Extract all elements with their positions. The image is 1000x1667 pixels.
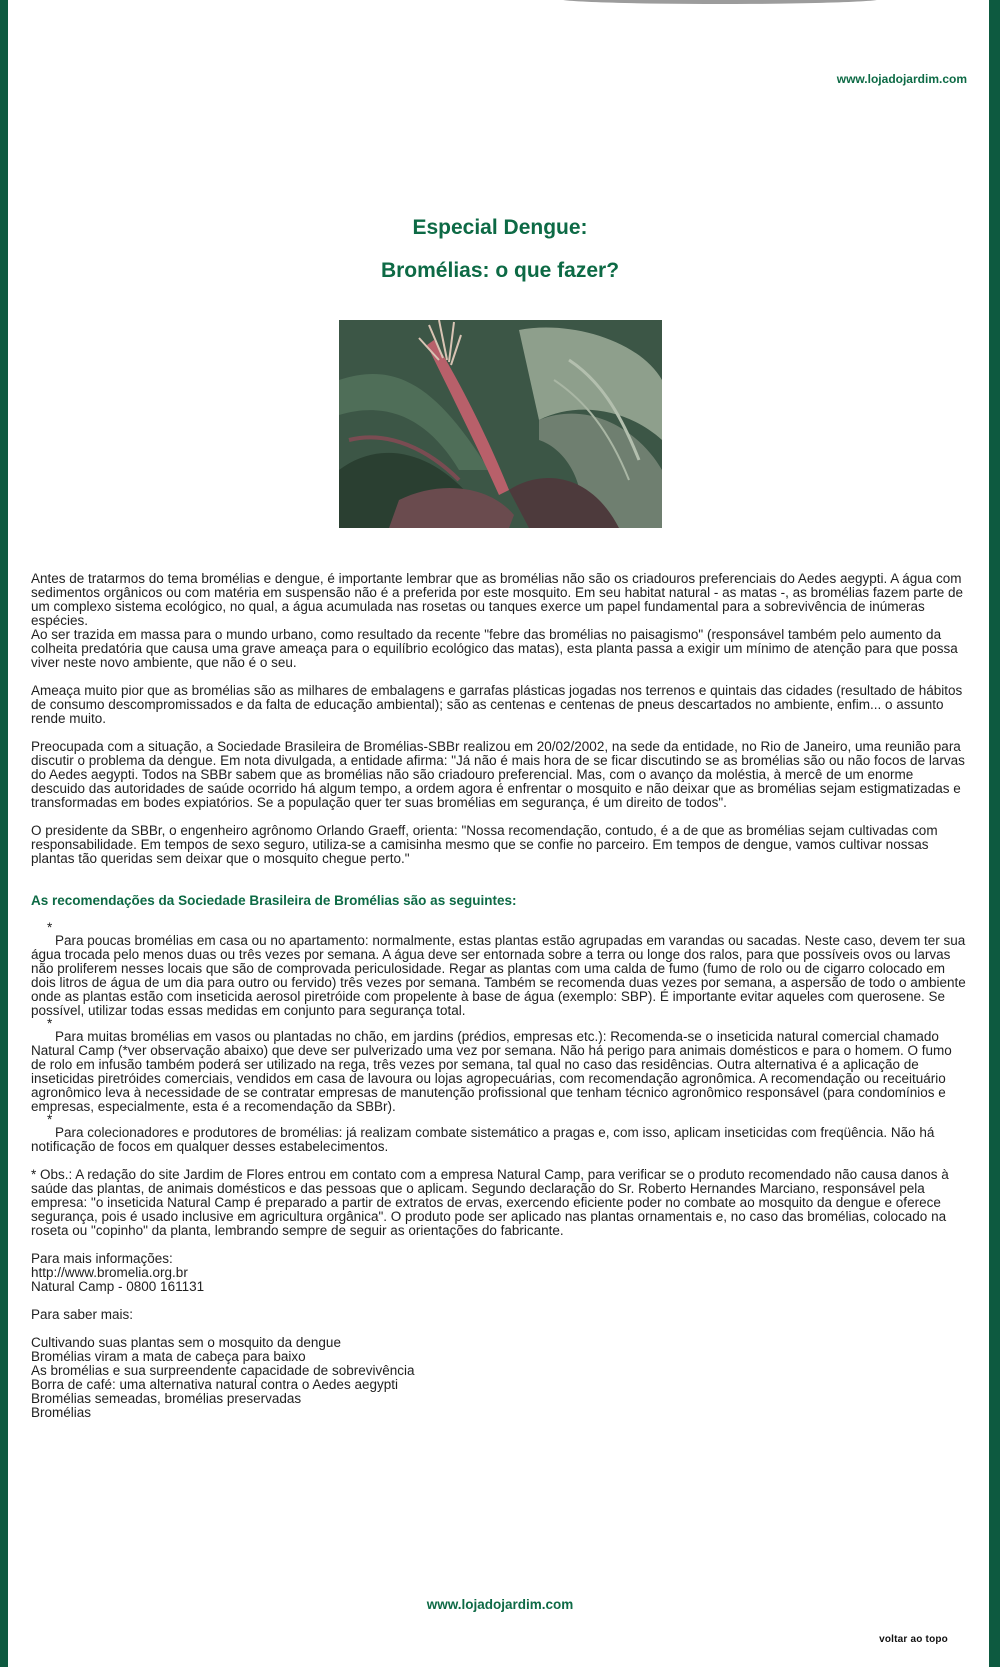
more-info-phone: Natural Camp - 0800 161131 xyxy=(31,1279,205,1294)
related-link[interactable]: Borra de café: uma alternativa natural contra o Aedes aegypti xyxy=(31,1377,398,1392)
related-link[interactable]: Bromélias xyxy=(31,1405,92,1420)
bullet-marker: * xyxy=(47,1016,53,1031)
paragraph-sbbr: Preocupada com a situação, a Sociedade Brasileira de Bromélias-SBBr realizou em 20/02/2002, na sede da entidade, no Rio de Janeiro, uma reunião para discutir o problema da dengue. Em nota divulgada, a entidade afirma: "Já não é mais hora de se ficar discutindo se as bromélias são ou não focos de larvas do Aedes aegypti. Todos na SBBr sabem que as bromélias não são criadouro preferencial. Mas, com o avanço da moléstia, à mercê de um enorme descuido das autoridades de saúde ocorrido há algum tempo, a ordem agora é enfrentar o mosquito e não deixar que as bromélias sejam estigmatizadas e transformadas em bodes expiatórios. Se a população quer ter suas bromélias em segurança, é um direito de todos". xyxy=(31,739,965,810)
page-subtitle: Bromélias: o que fazer? xyxy=(380,259,620,282)
related-link[interactable]: Bromélias viram a mata de cabeça para baixo xyxy=(31,1349,306,1364)
bullet-marker: * xyxy=(47,920,53,935)
page-title: Especial Dengue: xyxy=(412,216,588,239)
recommendation-text: Para muitas bromélias em vasos ou plantadas no chão, em jardins (prédios, empresas etc.): Recomenda-se o inseticida natural comercial chamado Natural Camp (*ver observação abaixo) que deve ser pulverizado uma vez por semana. Não há perigo para animais domésticos e para o homem. O fumo de rolo em infusão também poderá ser utilizado na rega, três vezes por semana, tal qual no caso das residências. Outra alternativa é a aplicação de inseticidas piretróides comerciais, vendidos em casa de lavoura ou lojas agropecuárias, com recomendação agronômica. A recomendação ou receituário agronômico leva à necessidade de se contratar empresas de manutenção profissional que tenham técnico agronômico responsável (para condomínios e empresas, especialmente, esta é a recomendação da SBBr). xyxy=(31,1029,952,1114)
related-link[interactable]: As bromélias e sua surpreendente capacidade de sobrevivência xyxy=(31,1363,415,1378)
recommendation-text: Para poucas bromélias em casa ou no apartamento: normalmente, estas plantas estão agrupadas em varandas ou sacadas. Neste caso, devem ter sua água trocada pelo menos duas ou três vezes por semana. A água deve ser entornada sobre a terra ou longe dos ralos, para que possíveis ovos ou larvas não proliferem nesses locais que são de comprovada periculosidade. Regar as plantas com uma calda de fumo (fumo de rolo ou de cigarro colocado em dois litros de água de um dia para outro ou fervido) três vezes por semana. Também se recomenda duas vezes por semana, a aspersão de todo o ambiente onde as plantas estão com inseticida aerosol piretróide com propelente à base de água (exemplo: SBP). É importante evitar aqueles com querosene. Se possível, utilizar todas essas medidas em conjunto para segurança total. xyxy=(31,933,966,1018)
observation-note: * Obs.: A redação do site Jardim de Flores entrou em contato com a empresa Natural Camp, para verificar se o produto recomendado não causa danos à saúde das plantas, de animais domésticos e das pessoas que o aplicam. Segundo declaração do Sr. Roberto Hernandes Marciano, responsável pela empresa: "o inseticida Natural Camp é preparado a partir de extratos de ervas, exercendo eficiente poder no combate ao mosquito da dengue e oferece segurança, pois é usado inclusive em agricultura orgânica". O produto pode ser aplicado nas plantas ornamentais e, no caso das bromélias, colocado na roseta ou "copinho" da planta, lembrando sempre de seguir as orientações do fabricante. xyxy=(31,1167,949,1238)
paragraph-intro: Antes de tratarmos do tema bromélias e dengue, é importante lembrar que as bromélias não são os criadouros preferenciais do Aedes aegypti. A água com sedimentos orgânicos ou com matéria em suspensão não é a preferida por este mosquito. Em seu habitat natural - as matas -, as bromélias fazem parte de um complexo sistema ecológico, no qual, a água acumulada nas rosetas ou tanques exerce um papel fundamental para a sobrevivência de inúmeras espécies. xyxy=(31,571,963,628)
header-site-link[interactable]: www.lojadojardim.com xyxy=(836,72,967,86)
learn-more-label: Para saber mais: xyxy=(31,1307,134,1322)
article-body xyxy=(31,572,967,1420)
recommendations-heading: As recomendações da Sociedade Brasileira de Bromélias são as seguintes: xyxy=(31,893,517,908)
footer-site-link[interactable]: www.lojadojardim.com xyxy=(426,1597,574,1612)
paragraph-urban: Ao ser trazida em massa para o mundo urbano, como resultado da recente "febre das bromélias no paisagismo" (responsável também pelo aumento da colheita predatória que causa uma grave ameaça para o equilíbrio ecológico das matas), esta planta passa a exigir um mínimo de atenção para que possa viver neste novo ambiente, que não é o seu. xyxy=(31,627,958,670)
top-shadow xyxy=(560,0,880,4)
recommendation-item xyxy=(31,1114,967,1154)
paragraph-president: O presidente da SBBr, o engenheiro agrônomo Orlando Graeff, orienta: "Nossa recomendação, contudo, é a de que as bromélias sejam cultivadas com responsabilidade. Em tempos de sexo seguro, utiliza-se a camisinha mesmo que se confie no parceiro. Em tempos de dengue, vamos cultivar nossas plantas tão queridas sem deixar que o mosquito chegue perto." xyxy=(31,823,938,866)
related-link[interactable]: Cultivando suas plantas sem o mosquito da dengue xyxy=(31,1335,341,1350)
recommendation-item xyxy=(31,922,967,1018)
related-link[interactable]: Bromélias semeadas, bromélias preservadas xyxy=(31,1391,302,1406)
left-border xyxy=(0,0,8,1667)
right-border xyxy=(989,0,1000,1667)
bromelia-photo xyxy=(339,320,662,528)
paragraph-threat: Ameaça muito pior que as bromélias são as milhares de embalagens e garrafas plásticas jogadas nos terrenos e quintais das cidades (resultado de hábitos de consumo descompromissados e da falta de educação ambiental); são as centenas e centenas de pneus descartados no ambiente, enfim... o assunto rende muito. xyxy=(31,683,963,726)
back-to-top-link[interactable]: voltar ao topo xyxy=(879,1634,948,1645)
more-info-url[interactable]: http://www.bromelia.org.br xyxy=(31,1265,188,1280)
more-info-label: Para mais informações: xyxy=(31,1251,173,1266)
more-info xyxy=(31,1252,967,1294)
recommendation-item xyxy=(31,1018,967,1114)
bullet-marker: * xyxy=(47,1112,53,1127)
recommendation-text: Para colecionadores e produtores de bromélias: já realizam combate sistemático a pragas e, com isso, aplicam inseticidas com freqüência. Não há notificação de focos em qualquer desses estabelecimentos. xyxy=(31,1125,935,1154)
learn-more-links xyxy=(31,1336,967,1420)
